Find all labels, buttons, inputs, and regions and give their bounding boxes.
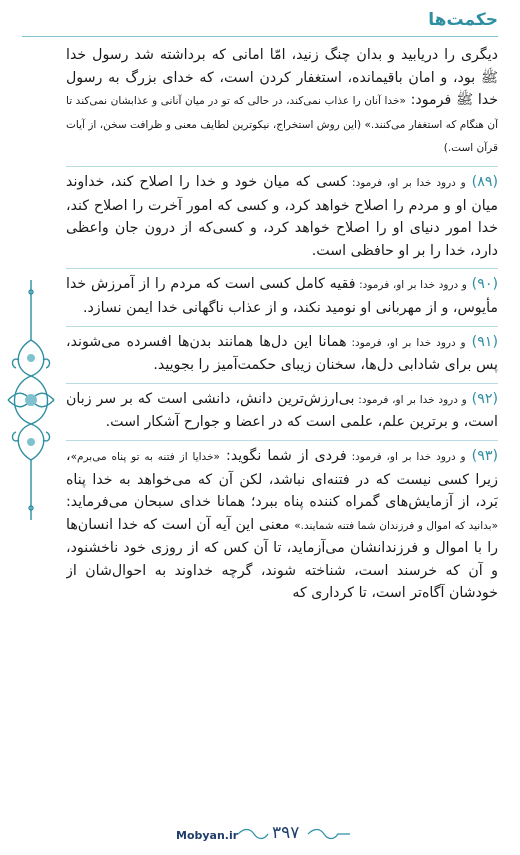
flourish-icon (236, 827, 270, 841)
text-run: همانا این دل‌ها همانند بدن‌ها افسرده می‌شوند، پس برای شادابی دل‌ها، سخنان زیبای حکمت‌آمیز را بجویید. (66, 333, 498, 374)
hikmat-89 (66, 171, 498, 262)
page-header (22, 10, 498, 36)
divider (66, 383, 498, 384)
intro-phrase: و درود خدا بر او، فرمود: (346, 450, 466, 463)
quoted-prayer: «خدایا از فتنه به تو پناه می‌برم» (70, 450, 220, 463)
hikmat-93 (66, 445, 498, 605)
divider (66, 326, 498, 327)
arabesque-ornament-icon (4, 280, 58, 520)
quran-quote: «خدا آنان را عذاب نمی‌کند، در حالی که تو در میان آنانی و عذابشان نمی‌کند تا آن هنگام که استغفار می‌کنند.» (این روش استخراج، نیکوترین لطایف معنی و ظرافت سخن، از آیات قرآن است.) (66, 95, 498, 155)
text-run: بی‌ارزش‌ترین دانش، دانشی است که بر سر زبان است، و برترین علم، علمی است که در اعضا و جوارح آشکار است. (66, 390, 498, 431)
hikmat-90 (66, 273, 498, 319)
intro-phrase: و درود خدا بر او، فرمود: (355, 279, 467, 292)
intro-phrase: و درود خدا بر او، فرمود: (347, 176, 466, 189)
hikmat-number: (۹۱) (465, 333, 498, 350)
paragraph-continuation (66, 44, 498, 160)
header-divider (22, 36, 498, 37)
hikmat-number: (۸۹) (465, 173, 498, 190)
text-run: دیگری را دریابید و بدان چنگ زنید، امّا امانی که برداشته شد رسول خدا ﷺ بود، و امان باقیمانده، استغفار کردن است، که خدای بزرگ به رسول خدا ﷺ فرمود: (66, 47, 498, 109)
hikmat-number: (۹۲) (466, 390, 498, 407)
text-run: معنی این آیه آن است که خدا انسان‌ها را با اموال و فرزندانشان می‌آزماید، تا آن کس که از روزی خود ناخشنود، و آن که خرسند است، شناخته شوند، گرچه خداوند به احوال‌شان از خودشان آگاه‌تر است، تا کرداری که (66, 516, 498, 602)
divider (66, 440, 498, 441)
divider (66, 166, 498, 167)
hikmat-number: (۹۳) (465, 447, 498, 464)
text-run: فقیه کامل کسی است که مردم را از آمرزش خدا مأیوس، و از مهربانی او نومید نکند، و از عذاب ناگهانی خدا ایمن نسازد. (66, 276, 498, 316)
hikmat-number: (۹۰) (466, 276, 498, 293)
flourish-icon (306, 827, 352, 841)
text-run: فردی از شما نگوید: (220, 447, 347, 464)
main-text (66, 44, 498, 817)
hikmat-92 (66, 388, 498, 434)
page-number: ۳۹۷ (272, 823, 300, 843)
intro-phrase: و درود خدا بر او، فرمود: (346, 336, 466, 349)
intro-phrase: و درود خدا بر او، فرمود: (354, 393, 467, 406)
text-run: ، زیرا کسی نیست که در فتنه‌ای نباشد، لکن آن که می‌خواهد به خدا پناه بَرد، از آزمایش‌های گمراه کننده پناه ببرد؛ همانا خدای سبحان می‌فرماید: (66, 447, 498, 511)
page-title: حکمت‌ها (428, 10, 498, 30)
quran-quote: «بدانید که اموال و فرزندان شما فتنه شمایند.» (294, 519, 498, 532)
hikmat-91 (66, 331, 498, 377)
text-run: کسی که میان خود و خدا را اصلاح کند، خداوند میان او و مردم را اصلاح خواهد کرد، و کسی که امور آخرت را اصلاح کند، خدا امور دنیای او را اصلاح خواهد کرد، و کسی‌که از درون جان واعظی دارد، خدا را بر او حافظی است. (66, 173, 498, 259)
page-footer (0, 821, 520, 849)
divider (66, 268, 498, 269)
source-watermark: Mobyan.ir (176, 829, 239, 842)
